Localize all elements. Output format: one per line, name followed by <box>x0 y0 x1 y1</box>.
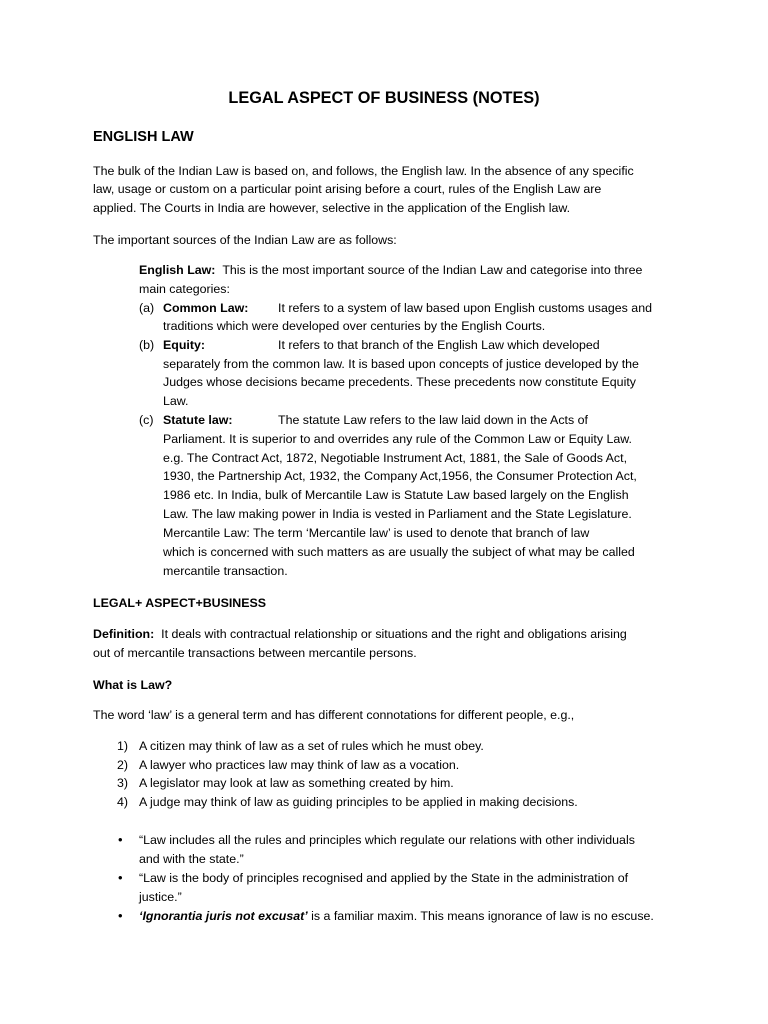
definition-text: It deals with contractual relationship or situations and the right and obligations arising <box>161 627 627 641</box>
bullet-item-line: justice.” <box>139 890 182 904</box>
numbered-marker: 1) <box>117 739 129 753</box>
numbered-item: A citizen may think of law as a set of rules which he must obey. <box>139 739 484 753</box>
common-law-text-line: traditions which were developed over centuries by the English Courts. <box>163 319 546 333</box>
numbered-marker: 4) <box>117 795 129 809</box>
english-law-source-line-2: main categories: <box>139 282 230 296</box>
definition-label: Definition: <box>93 627 155 641</box>
equity-text-line: Law. <box>163 394 189 408</box>
definition-line-2: out of mercantile transactions between mercantile persons. <box>93 646 417 660</box>
item-c-marker: (c) <box>139 413 154 427</box>
bullet-item-line: “Law is the body of principles recognised and applied by the State in the administration of <box>139 871 629 885</box>
statute-law-text-line: 1930, the Partnership Act, 1932, the Company Act,1956, the Consumer Protection Act, <box>163 469 637 483</box>
bullet-marker: • <box>118 908 123 923</box>
english-law-label: English Law: <box>139 263 216 277</box>
statute-law-text-line: which is concerned with such matters as are usually the subject of what may be called <box>163 545 635 559</box>
document-title: LEGAL ASPECT OF BUSINESS (NOTES) <box>228 89 540 107</box>
statute-law-text-line: e.g. The Contract Act, 1872, Negotiable Instrument Act, 1881, the Sale of Goods Act, <box>163 451 628 465</box>
numbered-item: A legislator may look at law as something created by him. <box>139 776 454 790</box>
sources-intro: The important sources of the Indian Law are as follows: <box>93 233 397 247</box>
what-is-law-heading: What is Law? <box>93 678 173 692</box>
equity-text-first: It refers to that branch of the English Law which developed <box>278 338 600 352</box>
maxim-italic: ‘Ignorantia juris not excusat’ <box>139 909 308 923</box>
item-a-marker: (a) <box>139 301 155 315</box>
english-law-text: This is the most important source of the Indian Law and categorise into three <box>222 263 643 277</box>
english-law-heading: ENGLISH LAW <box>93 129 194 145</box>
bullet-marker: • <box>118 832 123 847</box>
bullet-item-line: “Law includes all the rules and principles which regulate our relations with other individuals <box>139 833 635 847</box>
item-b-marker: (b) <box>139 338 155 352</box>
statute-law-text-line: 1986 etc. In India, bulk of Mercantile Law is Statute Law based largely on the English <box>163 488 629 502</box>
intro-paragraph-line-2: law, usage or custom on a particular point arising before a court, rules of the English Law are <box>93 182 602 196</box>
numbered-item: A lawyer who practices law may think of law as a vocation. <box>139 758 460 772</box>
bullet-item-line: and with the state.” <box>139 852 244 866</box>
statute-law-text-first: The statute Law refers to the law laid down in the Acts of <box>278 413 588 427</box>
definition-line-1 <box>93 625 627 644</box>
maxim-rest: is a familiar maxim. This means ignorance of law is no escuse. <box>307 909 654 923</box>
numbered-marker: 3) <box>117 776 129 790</box>
bullet-marker: • <box>118 870 123 885</box>
statute-law-label: Statute law: <box>163 413 233 427</box>
intro-paragraph-line-1: The bulk of the Indian Law is based on, and follows, the English law. In the absence of any specific <box>93 164 634 178</box>
english-law-source-line-1 <box>139 261 642 280</box>
statute-law-text-line: mercantile transaction. <box>163 564 288 578</box>
law-intro: The word ‘law’ is a general term and has different connotations for different people, e.g., <box>93 708 575 722</box>
equity-text-line: Judges whose decisions became precedents. These precedents now constitute Equity <box>163 375 636 389</box>
intro-paragraph-line-3: applied. The Courts in India are however, selective in the application of the English law. <box>93 201 571 215</box>
statute-law-text-line: Parliament. It is superior to and overrides any rule of the Common Law or Equity Law. <box>163 432 633 446</box>
numbered-item: A judge may think of law as guiding principles to be applied in making decisions. <box>139 795 578 809</box>
common-law-label: Common Law: <box>163 301 249 315</box>
numbered-marker: 2) <box>117 758 129 772</box>
maxim-line <box>139 907 654 926</box>
statute-law-text-line: Law. The law making power in India is vested in Parliament and the State Legislature. <box>163 507 632 521</box>
common-law-text-first: It refers to a system of law based upon English customs usages and <box>278 301 652 315</box>
legal-aspect-business-heading: LEGAL+ ASPECT+BUSINESS <box>93 596 267 610</box>
equity-text-line: separately from the common law. It is based upon concepts of justice developed by the <box>163 357 639 371</box>
mercantile-law-line: Mercantile Law: The term ‘Mercantile law’ is used to denote that branch of law <box>163 526 590 540</box>
equity-label: Equity: <box>163 338 205 352</box>
